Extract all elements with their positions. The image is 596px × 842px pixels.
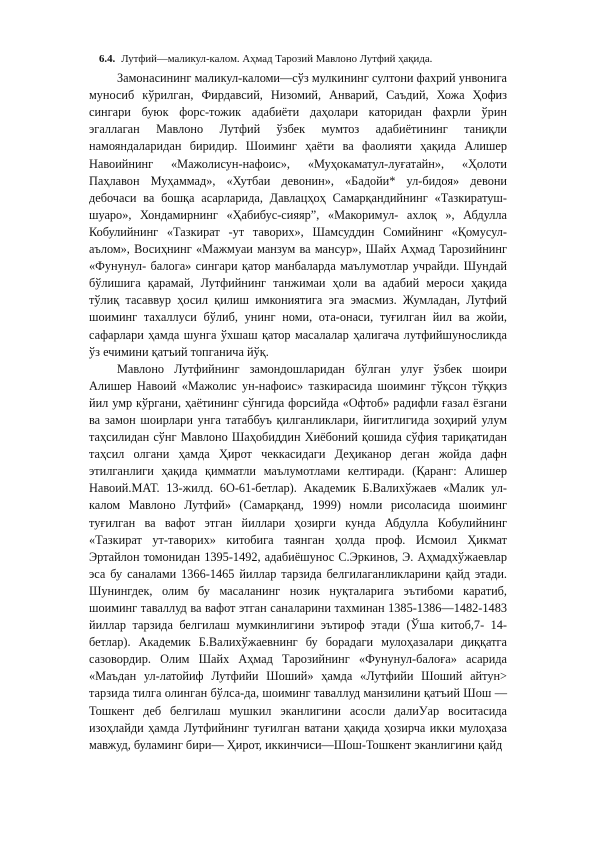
section-title: Лутфий—маликул-калом. Аҳмад Тарозий Мавлоно Лутфий ҳақида. <box>121 53 433 65</box>
document-page <box>89 51 507 754</box>
section-number: 6.4. <box>99 53 116 65</box>
paragraph-1: Замонасининг маликул-каломи—сўз мулкининг султони фахрий унвонига муносиб кўрилган, Фирдавсий, Низомий, Анварий, Саъдий, Хожа Ҳофиз сингари буюк форс-тожик адабиёти даҳолари каторидан фахрли ўрин эгаллаган Мавлоно Лутфий ўзбек мумтоз адабиётининг таниқли намояндаларидан биридир. Шоиминг ҳаёти ва фаолияти ҳақида Алишер Навоийнинг «Мажолисун-нафоис», «Муҳокаматул-луғатайн», «Ҳолоти Паҳлавон Муҳаммад», «Хутбаи девонин», «Бадойи* ул-бидоя» девони дебочаси ва бошқа асарларида, Давлацҳоҳ Самарқандийнинг «Тазкиратуш-шуаро», Хондамирнинг «Ҳабибус-сияяр”, «Макоримул- ахлоқ », Абдулла Кобулийнинг «Тазкират -ут таворих», Шамсуддин Сомийнинг «Қомусул-аълом», Восиҳнинг «Мажмуаи манзум ва мансур», Шайх Аҳмад Тарозийнинг «Фунунул- балога» сингари қатор манбаларда маълумотлар учрайди. Шундай бўлишига қарамай, Лутфийнинг танжимаи ҳоли ва адабий мероси ҳақида тўлиқ тасаввур ҳосил қилиш имкониятига эга эмасмиз. Жумладан, Лутфий шоиминг тахаллуси бўлиб, унинг номи, ота-онаси, туғилган йил ва жойи, сафарлари ҳамда шунга ўхшаш қатор масалалар ҳалигача лутфийшуносликда ўз ечимини қатъий топганича йўқ. <box>89 71 507 359</box>
section-heading <box>89 51 507 68</box>
paragraph-2: Мавлоно Лутфийнинг замондошларидан бўлган улуғ ўзбек шоири Алишер Навоий «Мажолис ун-нафоис» тазкирасида шоиминг тўқсон тўққиз йил умр кўргани, ҳаётининг сўнгида форсийда «Офтоб» радифли ғазал ёзгани ва замон шоирлари унга татаббуъ қилганликлари, йигитлигида зоҳирий улум таҳсилидан сўнг Мавлоно Шаҳобиддин Хиёбоний қошида сўфия тариқатидан таҳсил олгани ҳамда Ҳирот чеккасидаги Деҳиканор деган жойда дафн этилганлиги ҳақида қимматли маълумотлами келтиради. (Қаранг: Алишер Навоий.МАТ. 13-жилд. 6О-61-бетлар). Академик Б.Валихўжаев «Малик ул-калом Мавлоно Лутфий» (Самарқанд, 1999) номли рисоласида шоиминг туғилган ва вафот этган йиллари ҳозирги кунда Абдулла Кобулийнинг «Тазкират ут-таворих» китобига таянган ҳолда проф. Исмоил Ҳикмат Эртайлон томонидан 1395-1492, адабиёшунос С.Эркинов, Э. Аҳмадхўжаевлар эса бу саналами 1366-1465 йиллар тарзида белгилаганликларини қайд этади. Шунингдек, олим бу масаланинг нозик нуқталарига эътибоми каратиб, шоиминг таваллуд ва вафот этган саналарини тахминан 1385-1386—1482-1483 йиллар тарзида белгилаш мумкинлигини эътироф этади (Ўша китоб,7- 14-бетлар). Академик Б.Валихўжаевнинг бу борадаги мулоҳазалари диққатга сазовордир. Олим Шайх Аҳмад Тарозийнинг «Фунунул-балоға» асарида «Маъдан ул-латойиф Лутфийи Шоший» ҳамда «Лутфийи Шоший айтун> тарзида тилга олинган бўлса-да, шоиминг таваллуд манзилини қатъий Шош —Тошкент деб белгилаш мушкил эканлигини асосли далиУар воситасида изоҳлайди ҳамда Лутфийнинг туғилган ватани ҳақида ҳозирча икки мулоҳаза мавжуд, буламинг бири— Ҳирот, иккинчиси—Шош-Тошкент эканлигини қайд <box>89 361 507 752</box>
